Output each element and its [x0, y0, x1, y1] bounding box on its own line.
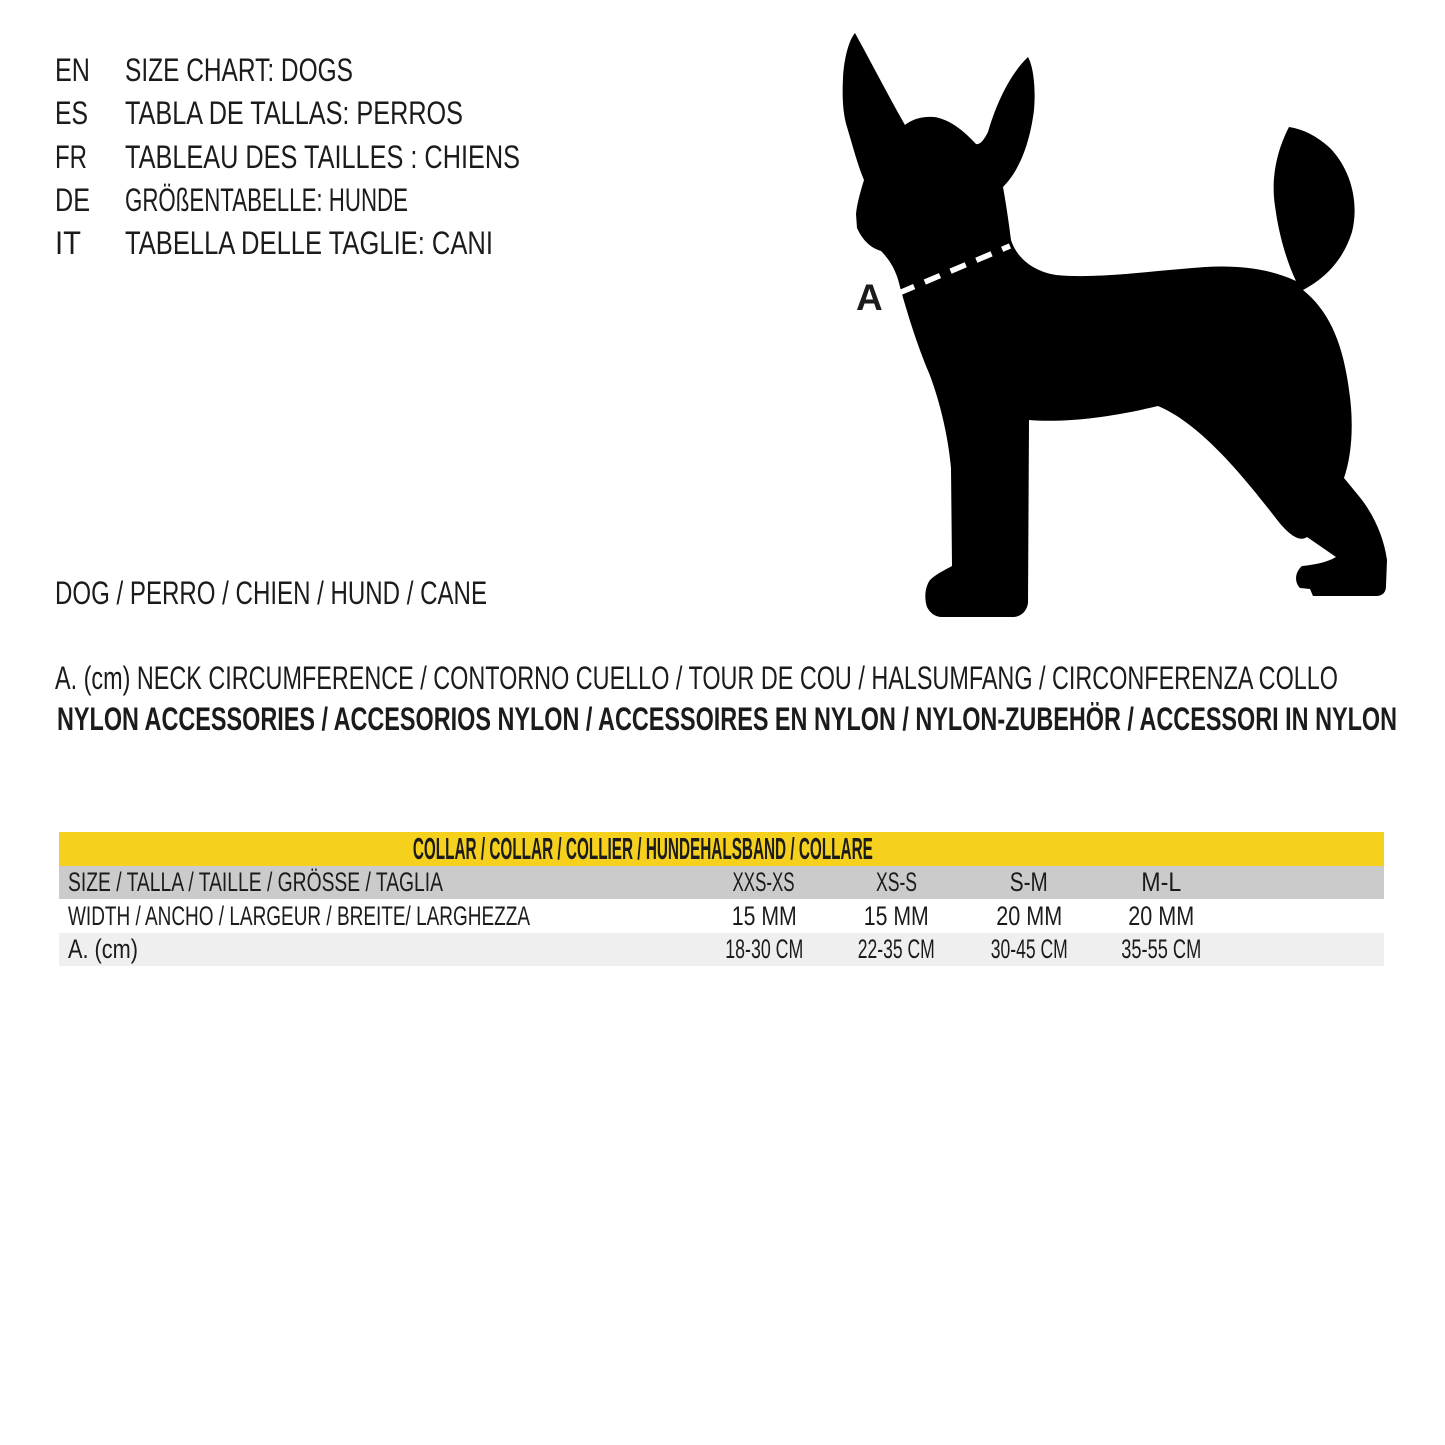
table-row-size [59, 866, 1384, 899]
row-label: WIDTH / ANCHO / LARGEUR / BREITE/ LARGHEZZA [68, 901, 530, 931]
row-spacer [1228, 899, 1384, 933]
language-row-es [55, 92, 625, 135]
width-xxs-xs: 15 MM [731, 901, 797, 931]
dog-silhouette-diagram [820, 20, 1400, 650]
table-row-neck [59, 933, 1384, 966]
neck-xs-s: 22-35 CM [857, 934, 935, 964]
row-label: A. (cm) [68, 934, 138, 964]
language-title: TABLEAU DES TAILLES : CHIENS [125, 138, 520, 175]
language-title: TABELLA DELLE TAGLIE: CANI [125, 225, 493, 262]
language-code: FR [55, 138, 87, 175]
dog-silhouette [843, 33, 1387, 617]
width-s-m: 20 MM [995, 901, 1062, 931]
row-spacer [1228, 866, 1384, 899]
language-title: GRÖßENTABELLE: HUNDE [125, 181, 408, 218]
neck-s-m: 30-45 CM [990, 934, 1068, 964]
row-label: SIZE / TALLA / TAILLE / GRÖSSE / TAGLIA [68, 867, 443, 897]
table-header-row [59, 832, 1384, 866]
language-row-fr [55, 136, 625, 179]
width-xs-s: 15 MM [863, 901, 929, 931]
row-spacer [1228, 933, 1384, 966]
language-code: ES [55, 95, 88, 132]
language-title: TABLA DE TALLAS: PERROS [125, 95, 463, 132]
size-xxs-xs: XXS-XS [732, 867, 795, 897]
language-row-de [55, 179, 625, 222]
language-title: SIZE CHART: DOGS [125, 52, 353, 88]
size-s-m: S-M [1009, 867, 1048, 897]
language-code: IT [55, 225, 81, 262]
table-row-width [59, 899, 1384, 933]
neck-xxs-xs: 18-30 CM [724, 934, 803, 964]
animal-caption: DOG / PERRO / CHIEN / HUND / CANE [55, 575, 487, 611]
nylon-accessories-note: NYLON ACCESSORIES / ACCESORIOS NYLON / ACCESSOIRES EN NYLON / NYLON-ZUBEHÖR / ACCESSORI IN NYLON [57, 701, 1397, 737]
width-m-l: 20 MM [1128, 901, 1195, 931]
language-code: EN [55, 52, 90, 88]
language-title-list [55, 49, 625, 265]
table-header-cell: COLLAR / COLLAR / COLLIER / HUNDEHALSBAND / COLLARE [413, 831, 874, 866]
collar-size-table [59, 832, 1384, 966]
language-row-it [55, 222, 625, 265]
size-m-l: M-L [1141, 867, 1182, 897]
neck-circumference-note: A. (cm) NECK CIRCUMFERENCE / CONTORNO CUELLO / TOUR DE COU / HALSUMFANG / CIRCONFERENZA COLLO [55, 660, 1338, 696]
size-xs-s: XS-S [875, 867, 917, 897]
neck-m-l: 35-55 CM [1121, 934, 1202, 964]
language-code: DE [55, 181, 90, 218]
measure-label-a: A [856, 277, 883, 318]
language-row-en [55, 49, 625, 92]
